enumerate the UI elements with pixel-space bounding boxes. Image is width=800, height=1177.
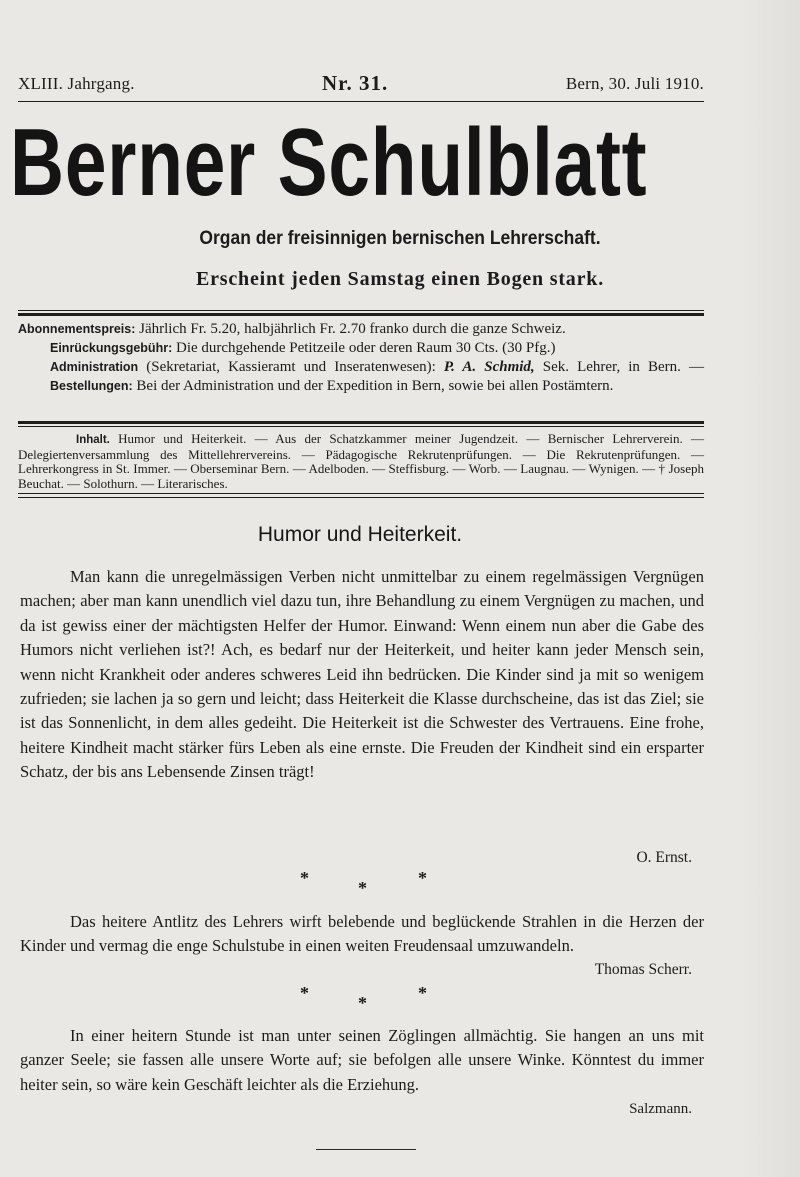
masthead-rule (18, 101, 704, 102)
article-section-1 (20, 565, 704, 785)
contents-text: Humor und Heiterkeit. — Aus der Schatzkammer meiner Jugendzeit. — Bernischer Lehrerverein. — Delegiertenversammlung des Mittellehrervereins. — Pädagogische Rekrutenprüfungen. — Die Rekrutenprüfungen. — Lehrerkongress in St. Immer. — Oberseminar Bern. — Adelboden. — Steffisburg. — Worb. — Laugnau. — Wynigen. — † Joseph Beuchat. — Solothurn. — Literarisches. (18, 431, 704, 491)
separator-star: * (418, 983, 427, 1003)
article-paragraph: In einer heitern Stunde ist man unter seinen Zöglingen allmächtig. Sie hangen an uns mit ganzer Seele; sie fassen alle unsere Worte auf; sie befolgen alle unsere Winke. Könntest du immer heiter sein, so wäre kein Geschäft leichter als die Erziehung. (20, 1026, 704, 1094)
orders-label: Bestellungen: (50, 379, 133, 393)
volume-label: XLIII. Jahrgang. (18, 74, 135, 93)
info-rule-top-thick (18, 313, 704, 316)
administrator-name: P. A. Schmid, (443, 359, 535, 375)
article-end-rule (316, 1149, 416, 1150)
orders-text: Bei der Administration und der Expedition in Bern, sowie bei allen Postämtern. (132, 378, 614, 394)
newspaper-subtitle: Organ der freisinnigen bernischen Lehrerschaft. (199, 228, 601, 249)
contents-label: Inhalt. (76, 434, 110, 446)
contents-rule-bottom-1 (18, 493, 704, 494)
masthead-line (18, 71, 704, 96)
separator-star: * (358, 993, 367, 1013)
administration-text-2: Sek. Lehrer, in Bern. — (534, 359, 704, 375)
contents-rule-top-thick (18, 421, 704, 424)
article-section-2 (20, 910, 704, 959)
administration-label: Administration (50, 360, 139, 374)
info-rule-top-thin (18, 310, 704, 311)
article-paragraph: Das heitere Antlitz des Lehrers wirft belebende und beglückende Strahlen in die Herzen der Kinder und vermag die enge Schulstube in einen weiten Freudensaal umzuwandeln. (20, 912, 704, 956)
table-of-contents (18, 432, 704, 491)
insertion-text: Die durchgehende Petitzeile oder deren Raum 30 Cts. (30 Pfg.) (172, 340, 556, 356)
insertion-label: Einrückungsgebühr: (50, 341, 173, 355)
separator-star: * (418, 868, 427, 888)
separator-star: * (300, 983, 309, 1003)
issue-number: Nr. 31. (322, 71, 389, 95)
subscription-label: Abonnementspreis: (18, 322, 136, 336)
article-section-3 (20, 1024, 704, 1097)
contents-rule-bottom-2 (18, 497, 704, 498)
author-attribution: Thomas Scherr. (594, 961, 692, 978)
separator-star: * (300, 868, 309, 888)
administration-text: (Sekretariat, Kassieramt und Inseratenwesen): (138, 359, 444, 375)
subscription-text: Jährlich Fr. 5.20, halbjährlich Fr. 2.70 franko durch die ganze Schweiz. (135, 321, 566, 337)
contents-rule-top-thin (18, 426, 704, 427)
separator-star: * (358, 878, 367, 898)
article-title: Humor und Heiterkeit. (257, 523, 463, 546)
article-paragraph: Man kann die unregelmässigen Verben nicht unmittelbar zu einem regelmässigen Vergnügen machen; aber man kann unendlich viel dazu tun, ihre Behandlung zu einem Vergnügen zu machen, und da ist gewiss einer der mächtigsten Helfer der Humor. Einwand: Wenn einem nun aber die Gabe des Humors nicht verliehen ist?! Ach, es bedarf nur der Heiterkeit, und heiter kann jeder Mensch sein, wenn nicht Krankheit oder anderes schweres Leid ihn bedrücken. Die Kinder sind ja mit so wenigem zufrieden; sie lachen ja so gern und leicht; dass Heiterkeit die Klasse durchscheine, das ist das Ziel; sie ist das Sonnenlicht, in dem alles gedeiht. Die Heiterkeit ist die Schwester des Vertrauens. Eine frohe, heitere Kindheit macht stärker fürs Leben als eine ernste. Die Freuden der Kindheit sind ein ersparter Schatz, der bis ans Lebensende Zinsen trägt! (20, 567, 704, 782)
publication-frequency: Erscheint jeden Samstag einen Bogen stark. (195, 268, 605, 290)
author-attribution: O. Ernst. (636, 849, 692, 866)
newspaper-title: Berner Schulblatt (10, 109, 648, 216)
page-edge-shading (740, 0, 800, 1177)
subscription-info (18, 320, 704, 396)
place-date: Bern, 30. Juli 1910. (565, 74, 704, 93)
author-attribution: Salzmann. (629, 1101, 692, 1117)
